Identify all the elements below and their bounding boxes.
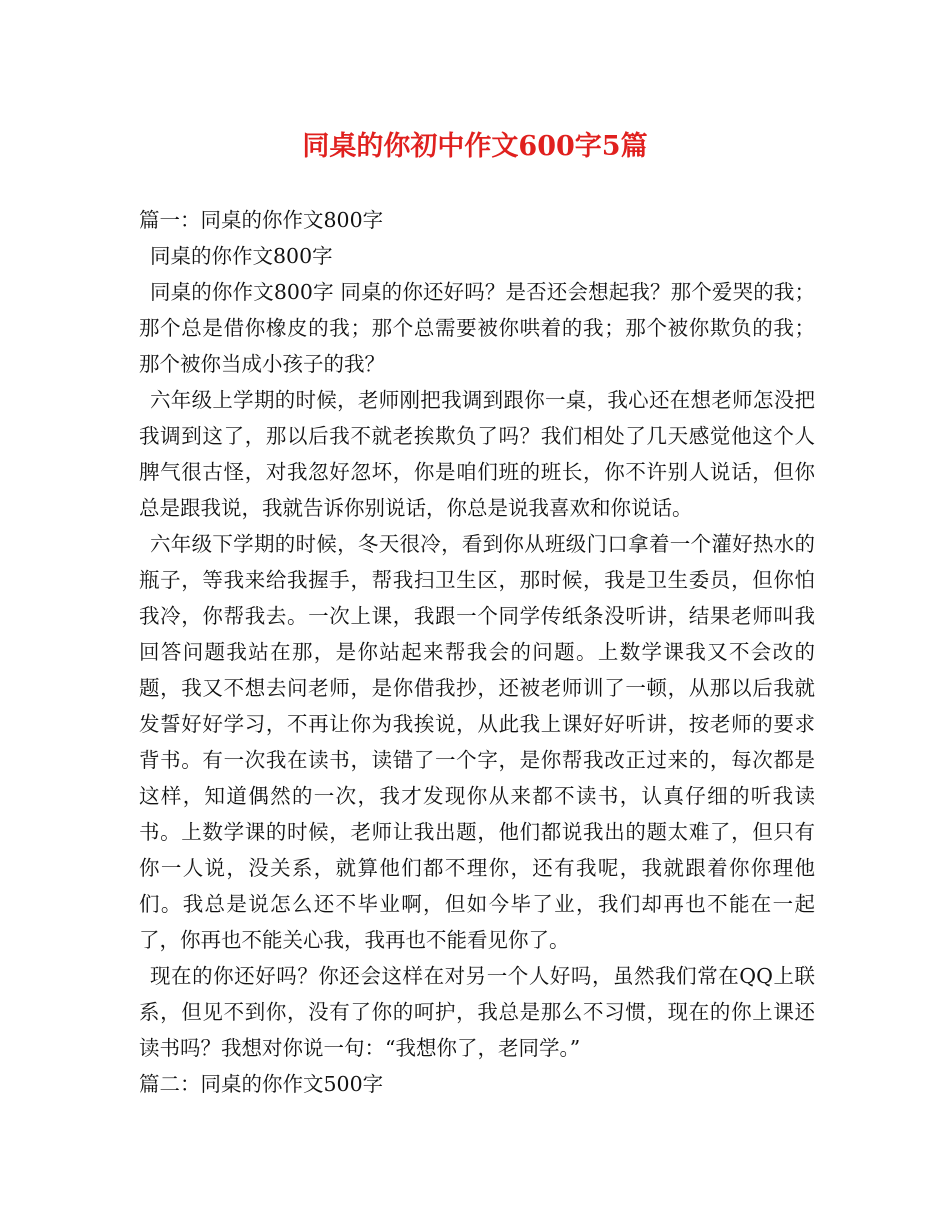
article-title: 同桌的你作文800字: [150, 244, 333, 268]
section-heading-1: 篇一：同桌的你作文800字: [139, 208, 384, 232]
paragraph-2: 六年级上学期的时候，老师刚把我调到跟你一桌，我心还在想老师怎没把我调到这了，那以后我不就老挨欺负了吗？我们相处了几天感觉他这个人脾气很古怪，对我忽好忽坏，你是咱们班的班长，你不许别人说话，但你总是跟我说，我就告诉你别说话，你总是说我喜欢和你说话。: [139, 388, 815, 520]
paragraph-3: 六年级下学期的时候，冬天很冷，看到你从班级门口拿着一个灌好热水的瓶子，等我来给我握手，帮我扫卫生区，那时候，我是卫生委员，但你怕我冷，你帮我去。一次上课，我跟一个同学传纸条没听讲，结果老师叫我回答问题我站在那，是你站起来帮我会的问题。上数学课我又不会改的题，我又不想去问老师，是你借我抄，还被老师训了一顿，从那以后我就发誓好好学习，不再让你为我挨说，从此我上课好好听讲，按老师的要求背书。有一次我在读书，读错了一个字，是你帮我改正过来的，每次都是这样，知道偶然的一次，我才发现你从来都不读书，认真仔细的听我读书。上数学课的时候，老师让我出题，他们都说我出的题太难了，但只有你一人说，没关系，就算他们都不理你，还有我呢，我就跟着你你理他们。我总是说怎么还不毕业啊，但如今毕了业，我们却再也不能在一起了，你再也不能关心我，我再也不能看见你了。: [139, 532, 815, 952]
paragraph-1: 同桌的你作文800字 同桌的你还好吗？是否还会想起我？那个爱哭的我；那个总是借你橡皮的我；那个总需要被你哄着的我；那个被你欺负的我；那个被你当成小孩子的我？: [139, 280, 815, 376]
section-heading-2: 篇二：同桌的你作文500字: [139, 1072, 384, 1096]
document-body: [139, 202, 815, 1102]
paragraph-4: 现在的你还好吗？你还会这样在对另一个人好吗，虽然我们常在QQ上联系，但见不到你，没有了你的呵护，我总是那么不习惯，现在的你上课还读书吗？我想对你说一句：“我想你了，老同学。”: [139, 964, 815, 1060]
document-title: 同桌的你初中作文600字5篇: [302, 131, 648, 162]
